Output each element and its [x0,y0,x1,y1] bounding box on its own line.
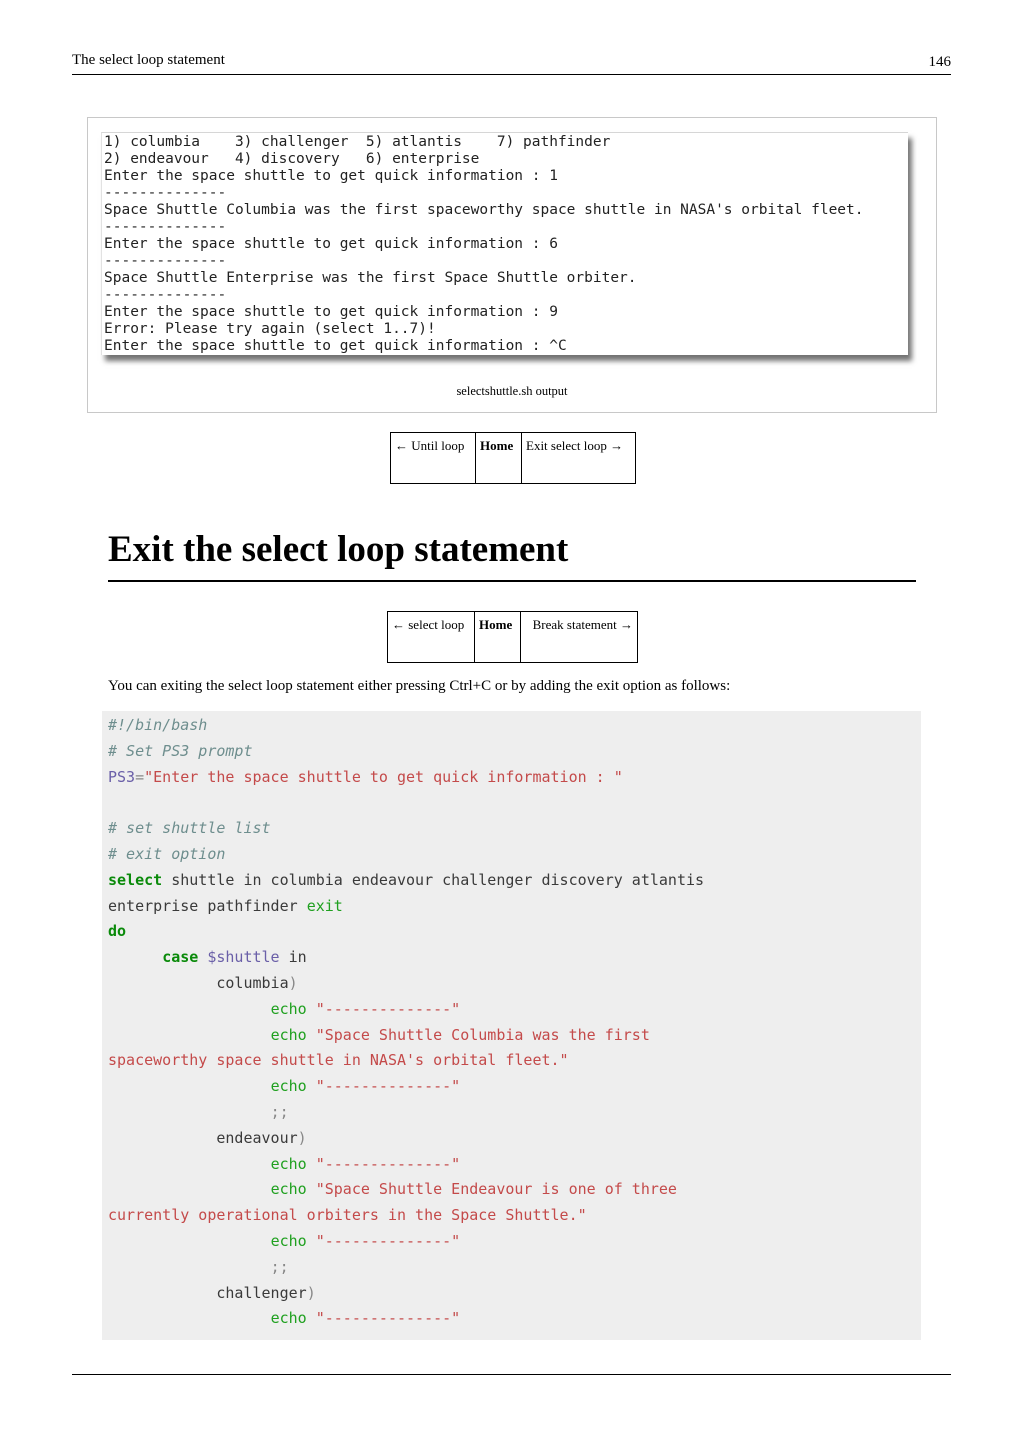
code-token: # set shuttle list [108,819,271,838]
code-line [108,1022,650,1048]
code-line [108,1176,677,1202]
code-token: echo [270,1077,307,1096]
figure-caption: selectshuttle.sh output [456,384,568,398]
code-token: PS3 [108,767,136,786]
code-token: echo [270,1180,307,1199]
code-line [108,918,126,944]
code-line [108,764,623,790]
code-token [307,1180,316,1198]
code-line [108,841,225,867]
section-heading: Exit the select loop statement [108,524,916,582]
code-token: echo [270,999,307,1018]
code-token: echo [270,1025,307,1044]
code-token [307,1232,316,1250]
code-token [307,1026,316,1044]
code-token [108,948,162,966]
code-token: ;; [270,1257,289,1276]
nav-next-link[interactable]: Break statement → [532,617,633,632]
code-token: spaceworthy space shuttle in NASA's orbital fleet." [108,1051,569,1070]
code-token: $shuttle [207,948,280,967]
code-line [108,1151,460,1177]
code-token: ) [297,1128,307,1147]
code-token [108,1103,271,1121]
terminal-output [104,134,864,355]
terminal-figure [87,117,937,413]
terminal-screenshot [101,132,908,355]
terminal-line: Space Shuttle Enterprise was the first Space Shuttle orbiter. [104,270,637,286]
code-token: "--------------" [315,1232,461,1250]
code-token [108,1000,271,1018]
code-token: "--------------" [315,1309,461,1328]
nav-prev-link[interactable]: ← select loop [392,617,465,632]
code-line [108,996,460,1022]
code-token: enterprise pathfinder [108,896,307,915]
code-token [108,1232,271,1250]
footer-rule [72,1374,951,1375]
code-token: echo [270,1232,307,1250]
code-line [108,1280,316,1306]
code-token: "Space Shuttle Columbia was the first [315,1025,650,1044]
code-line [108,1099,289,1125]
code-token: exit [306,896,343,915]
code-token [307,1309,316,1327]
code-token: currently operational orbiters in the Space Shuttle." [108,1206,587,1225]
code-token: "Space Shuttle Endeavour is one of three [315,1180,677,1199]
terminal-line: Enter the space shuttle to get quick information : ^C [104,338,567,354]
code-token [307,1155,316,1173]
terminal-line: -------------- [104,287,227,303]
code-token [108,1026,271,1044]
terminal-line: Space Shuttle Columbia was the first spaceworthy space shuttle in NASA's orbital fleet. [104,202,864,218]
nav-next-link[interactable]: Exit select loop → [526,438,624,453]
code-token: columbia [108,974,289,992]
code-token: echo [270,1309,307,1328]
page-number: 146 [928,54,951,70]
code-token: ;; [270,1103,289,1121]
code-token [108,1258,271,1276]
terminal-line: 2) endeavour 4) discovery 6) enterprise [104,151,480,167]
code-line [108,893,343,919]
code-token: "--------------" [315,999,461,1018]
code-token: challenger [108,1283,307,1302]
code-line [108,1073,460,1099]
code-token [108,1180,271,1198]
running-title: The select loop statement [72,52,225,68]
code-token: case [162,948,199,967]
code-token [108,1077,271,1095]
code-line [108,1228,460,1254]
code-line [108,1202,587,1228]
navigation-table-top [390,432,636,484]
navigation-table-section [387,611,638,663]
code-line [108,1254,289,1280]
code-token: shuttle in columbia endeavour challenger discovery atlantis [162,870,705,889]
code-token: "--------------" [315,1077,461,1096]
terminal-line: 1) columbia 3) challenger 5) atlantis 7) pathfinder [104,134,611,150]
terminal-line: -------------- [104,253,227,269]
code-token: #!/bin/bash [108,716,208,734]
nav-home-link[interactable]: Home [480,438,514,453]
terminal-line: Enter the space shuttle to get quick information : 9 [104,304,558,320]
code-token: # exit option [108,845,226,863]
running-header [72,50,951,75]
nav-next-cell [522,433,636,484]
nav-prev-cell [388,612,475,663]
code-token: endeavour [108,1128,298,1147]
code-token: = [135,767,145,786]
terminal-line: Enter the space shuttle to get quick information : 6 [104,236,558,252]
code-line [108,815,271,841]
nav-home-cell [475,612,521,663]
code-token: select [108,870,163,889]
terminal-line: Enter the space shuttle to get quick information : 1 [104,168,558,184]
code-token [108,1309,271,1327]
nav-prev-cell [391,433,476,484]
terminal-line: Error: Please try again (select 1..7)! [104,321,436,337]
nav-next-cell [521,612,638,663]
code-token: ) [288,974,298,992]
code-line [108,867,704,893]
code-token: "--------------" [315,1154,461,1173]
code-token: echo [270,1154,307,1173]
code-token: # Set PS3 prompt [108,741,253,760]
nav-prev-link[interactable]: ← Until loop [395,438,465,453]
code-line [108,1047,569,1073]
code-line [108,738,253,764]
terminal-line: -------------- [104,185,227,201]
code-block [102,711,921,1340]
code-token [108,1155,271,1173]
code-token [307,1000,316,1018]
nav-home-cell [476,433,522,484]
code-token [307,1077,316,1095]
code-token: "Enter the space shuttle to get quick information : " [144,767,623,786]
code-token: ) [306,1283,316,1302]
code-token [198,948,207,966]
code-line [108,712,207,738]
code-token: do [108,922,127,941]
code-line [108,944,307,970]
code-line [108,1125,307,1151]
code-line [108,970,298,996]
terminal-line: -------------- [104,219,227,235]
intro-paragraph: You can exiting the select loop statement either pressing Ctrl+C or by adding the exit option as follows: [108,678,731,694]
code-token: in [279,948,307,967]
nav-home-link[interactable]: Home [479,617,513,632]
code-line [108,1305,460,1331]
